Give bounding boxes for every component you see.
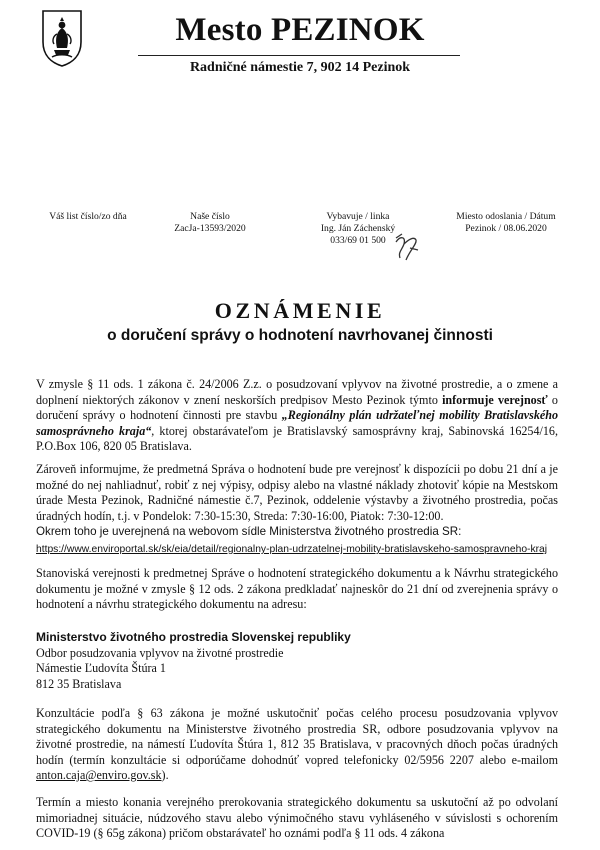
- address-ministry-name: Ministerstvo životného prostredia Slovenskej republiky: [36, 630, 351, 644]
- paragraph-consultation: [36, 706, 558, 784]
- reference-our-number: [152, 211, 268, 235]
- paragraph-availability-text: Zároveň informujme, že predmetná Správa o hodnotení bude pre verejnosť k dispozícii po dobu 21 dní a je možné do nej nahliadnuť, robiť z nej výpisy, odpisy alebo na vlastné náklady zhotoviť kópie na Mestskom úrade Mesta Pezinok, Radničné námestie č.7, Pezinok, oddelenie výstavby a životného prostredia, počas úradných hodín, t.j. v Pondelok: 7:30-15:30, Streda: 7:30-16:00, Piatok: 7:30-12:00.: [36, 462, 558, 523]
- paragraph-intro: [36, 377, 558, 455]
- paragraph-availability-web-intro: Okrem toho je uverejnená na webovom sídle Ministerstva životného prostredia SR:: [36, 525, 462, 538]
- reference-place-date-label: Miesto odoslania / Dátum: [456, 211, 556, 222]
- paragraph-intro-text-a: V zmysle § 11 ods. 1 zákona č. 24/2006 Z.z. o posudzovaní vplyvov na životné prostredie, a o zmene a doplnení niektorých zákonov v znení neskorších predpisov Mesto Pezinok týmto: [36, 377, 558, 407]
- address-line-1: Odbor posudzovania vplyvov na životné prostredie: [36, 645, 284, 660]
- paragraph-intro-bold: informuje verejnosť: [442, 392, 548, 407]
- address-line-3: 812 35 Bratislava: [36, 676, 122, 691]
- paragraph-consultation-text: Konzultácie podľa § 63 zákona je možné uskutočniť počas celého procesu posudzovania vplyvov strategického dokumentu na Ministerstve životného prostredia SR, odbore posudzovania vplyvov na životné prostredie, na námestí Ľudovíta Štúra 1, 812 35 Bratislava, v pracovných dňoch počas úradných hodín (termín konzultácie si odporúčame dohodnúť vopred telefonicky 02/5956 2207 alebo e-mailom: [36, 706, 558, 767]
- document-subtitle: o doručení správy o hodnotení navrhovanej činnosti: [107, 327, 493, 344]
- city-crest-logo: [40, 8, 84, 68]
- paragraph-availability: [36, 462, 558, 540]
- reference-your-letter: [36, 211, 140, 223]
- reference-our-number-label: Naše číslo: [190, 211, 230, 222]
- paragraph-intro-text-c: o doručení správy o hodnotení činnosti pre stavbu: [36, 392, 558, 422]
- handwritten-initials: [392, 230, 422, 266]
- reference-your-letter-label: Váš list číslo/zo dňa: [49, 211, 127, 222]
- contact-email-link[interactable]: anton.caja@enviro.gov.sk: [36, 768, 162, 782]
- reference-handled-by-phone: 033/69 01 500: [330, 235, 386, 246]
- reference-place-date-value: Pezinok / 08.06.2020: [465, 223, 547, 234]
- enviroportal-link[interactable]: https://www.enviroportal.sk/sk/eia/detail/regionalny-plan-udrzatelnej-mobility-bratislavskeho-samospravneho-kraj: [36, 544, 548, 555]
- organization-name: Mesto PEZINOK: [175, 12, 425, 48]
- reference-handled-by-name: Ing. Ján Záchenský: [320, 223, 396, 234]
- address-line-2: Námestie Ľudovíta Štúra 1: [36, 661, 166, 675]
- reference-place-date: [440, 211, 572, 235]
- address-block: [36, 630, 456, 692]
- reference-handled-by-label: Vybavuje / linka: [326, 211, 390, 222]
- organization-address: Radničné námestie 7, 902 14 Pezinok: [189, 60, 411, 75]
- header-divider: [138, 55, 460, 56]
- paragraph-intro-text-e: , ktorej obstarávateľom je Bratislavský samosprávny kraj, Sabinovská 16254/16, P.O.Box 106, 820 05 Bratislava.: [36, 423, 558, 453]
- paragraph-consultation-end: ).: [161, 768, 169, 782]
- paragraph-hearing: Termín a miesto konania verejného prerokovania strategického dokumentu sa uskutoční až po odvolaní mimoriadnej situácie, núdzového stavu alebo výnimočného stavu vyhláseného v súvislosti s ochorením COVID-19 (§ 65g zákona) pričom obstarávateľ ho oznámi podľa § 11 ods. 4 zákona: [36, 795, 558, 840]
- paragraph-comments: Stanoviská verejnosti k predmetnej Správe o hodnotení strategického dokumentu a k Návrhu strategického dokumentu je možné v zmysle § 12 ods. 2 zákona predkladať najneskôr do 21 dní od zverejnenia správy o hodnotení a návrhu strategického dokumentu na adresu:: [36, 566, 558, 611]
- project-name: „Regionálny plán udržateľnej mobility Bratislavského samosprávneho kraja“: [36, 408, 559, 438]
- document-title: OZNÁMENIE: [214, 298, 386, 323]
- reference-our-number-value: ZacJa-13593/2020: [174, 223, 246, 234]
